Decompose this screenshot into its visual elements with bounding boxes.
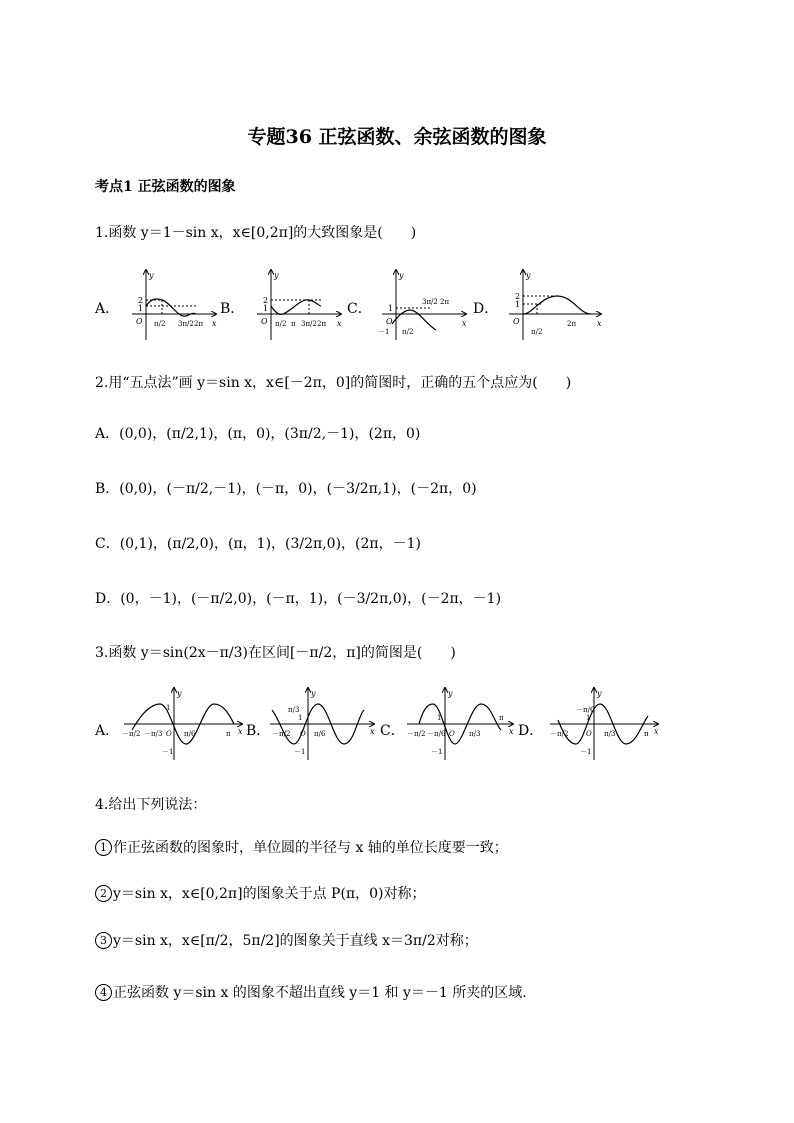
q3c-o: O: [449, 730, 455, 738]
q1-label-c: C．: [347, 301, 372, 317]
q1a-x: x: [212, 319, 217, 328]
q3b-pi3: π/3: [288, 706, 300, 714]
q2-option-c: C．(0,1)，(π/2,0)，(π，1)，(3/2π,0)，(2π，－1): [95, 536, 421, 552]
q2-option-b: B．(0,0)，(－π/2,－1)，(－π，0)，(－3/2π,1)，(－2π，0): [95, 481, 477, 497]
q1-label-d: D．: [473, 301, 499, 317]
q3a-1: 1: [166, 704, 171, 712]
q1c-o: O: [386, 317, 393, 326]
q1a-1: 1: [138, 304, 144, 313]
q4-item-1: [95, 837, 508, 857]
q4-item-4: [95, 982, 527, 1002]
q1c-tpi: 2π: [440, 298, 450, 306]
q4-item-1-text: 作正弦函数的图象时，单位圆的半径与 x 轴的单位长度要一致；: [113, 840, 508, 856]
q1c-1: 1: [388, 304, 394, 313]
q1a-2: 2: [138, 296, 144, 305]
q3-label-d: D．: [518, 723, 544, 739]
q1-graph-a: [128, 266, 220, 342]
q1b-tpi: 2π: [317, 320, 327, 328]
q3-label-a: A．: [95, 723, 120, 739]
q3d-neg1: －1: [580, 748, 592, 756]
question-2: 2.用“五点法”画 y＝sin x，x∈[－2π，0]的简图时，正确的五个点应为( ): [95, 375, 572, 391]
q1c-pi2: π/2: [402, 328, 414, 336]
q3b-neg1: －1: [294, 748, 306, 756]
q1b-2: 2: [263, 296, 269, 305]
q3a-pi: π: [226, 730, 231, 738]
q3a-o: O: [166, 730, 172, 738]
q3b-pi6: π/6: [314, 730, 326, 738]
q1-graph-c: [378, 266, 470, 342]
q1d-o: O: [513, 317, 520, 326]
q3a-x: x: [238, 727, 243, 736]
question-4: 4.给出下列说法：: [95, 797, 207, 813]
question-3: 3.函数 y＝sin(2x－π/3)在区间[－π/2，π]的简图是( ): [95, 645, 456, 661]
q1a-tpi: 2π: [194, 320, 204, 328]
q4-item-4-text: 正弦函数 y＝sin x 的图象不超出直线 y＝1 和 y＝－1 所夹的区域.: [113, 985, 527, 1001]
q4-mark-1: 1: [95, 839, 112, 856]
q1-label-a: A．: [95, 301, 120, 317]
q4-item-2-text: y＝sin x，x∈[0,2π]的图象关于点 P(π，0)对称；: [113, 886, 426, 902]
q3-label-c: C．: [380, 723, 405, 739]
q2-option-d: D．(0，－1)，(－π/2,0)，(－π，1)，(－3/2π,0)，(－2π，－1): [95, 591, 502, 607]
q4-mark-2: 2: [95, 885, 112, 902]
q3-graph-c: [405, 686, 517, 762]
q1a-pi2: π/2: [154, 320, 166, 328]
q1d-pi2: π/2: [531, 328, 543, 336]
q3a-y: y: [177, 689, 182, 698]
q3c-npi6: －π/6: [427, 730, 446, 738]
q1a-tpi2: 3π/2: [178, 320, 194, 328]
q3d-pi: π: [644, 730, 649, 738]
q3d-o: O: [586, 730, 592, 738]
q1-label-b: B．: [220, 301, 245, 317]
q3a-npi2: －π/2: [122, 730, 141, 738]
q3b-o: O: [300, 730, 306, 738]
q1c-neg1: －1: [378, 328, 390, 336]
q3c-1: 1: [437, 714, 442, 722]
q3a-npi3: －π/3: [144, 730, 163, 738]
q3-label-b: B．: [246, 723, 271, 739]
q3b-x: x: [370, 727, 375, 736]
q3d-1: 1: [586, 714, 591, 722]
q1a-o: O: [136, 317, 143, 326]
q3b-y: y: [311, 689, 316, 698]
q4-mark-4: 4: [95, 984, 112, 1001]
q3c-y: y: [448, 689, 453, 698]
q3d-npi2: －π/2: [550, 730, 569, 738]
q3d-y: y: [597, 689, 602, 698]
q3d-pi3: π/3: [604, 730, 616, 738]
q3c-x: x: [509, 727, 514, 736]
page-title: 专题36 正弦函数、余弦函数的图象: [247, 126, 547, 148]
q3c-npi2: －π/2: [407, 730, 426, 738]
q3-graph-a: [122, 686, 246, 762]
q3d-npi6: －π/6: [576, 706, 595, 714]
question-1: 1.函数 y＝1－sin x，x∈[0,2π]的大致图象是( ): [95, 225, 417, 241]
q4-mark-3: 3: [95, 932, 112, 949]
q1b-tpi2: 3π/2: [301, 320, 317, 328]
q4-item-3-text: y＝sin x，x∈[π/2，5π/2]的图象关于直线 x＝3π/2对称；: [113, 933, 478, 949]
q1d-y: y: [526, 271, 531, 280]
q1-graph-d: [505, 266, 605, 342]
q1c-x: x: [462, 319, 467, 328]
q1b-1: 1: [263, 304, 269, 313]
q4-item-2: [95, 883, 425, 903]
q1b-y: y: [274, 271, 279, 280]
q3c-neg1: －1: [431, 748, 443, 756]
q1a-y: y: [149, 271, 154, 280]
q3a-pi6: π/6: [184, 730, 196, 738]
q3c-pi3: π/3: [469, 730, 481, 738]
q1d-2: 2: [515, 292, 521, 301]
q1d-1: 1: [515, 300, 521, 309]
q1b-pi: π: [291, 320, 296, 328]
q1b-pi2: π/2: [275, 320, 287, 328]
q3c-pi: π: [499, 714, 504, 722]
q1b-x: x: [337, 319, 342, 328]
q1c-y: y: [399, 271, 404, 280]
q3-graph-b: [268, 686, 378, 762]
q1b-o: O: [261, 317, 268, 326]
q4-item-3: [95, 930, 478, 950]
section-heading: 考点1 正弦函数的图象: [95, 179, 236, 195]
q1c-tpi2: 3π/2: [422, 298, 438, 306]
q3b-1: 1: [298, 714, 303, 722]
q3b-npi2: －π/2: [272, 730, 291, 738]
q1d-tpi: 2π: [567, 320, 577, 328]
q3-graph-d: [548, 686, 662, 762]
q3a-neg1: －1: [162, 748, 174, 756]
q3d-x: x: [654, 727, 659, 736]
q1-graph-b: [253, 266, 345, 342]
q1d-x: x: [597, 319, 602, 328]
q2-option-a: A．(0,0)，(π/2,1)，(π，0)，(3π/2,－1)，(2π，0): [95, 426, 421, 442]
